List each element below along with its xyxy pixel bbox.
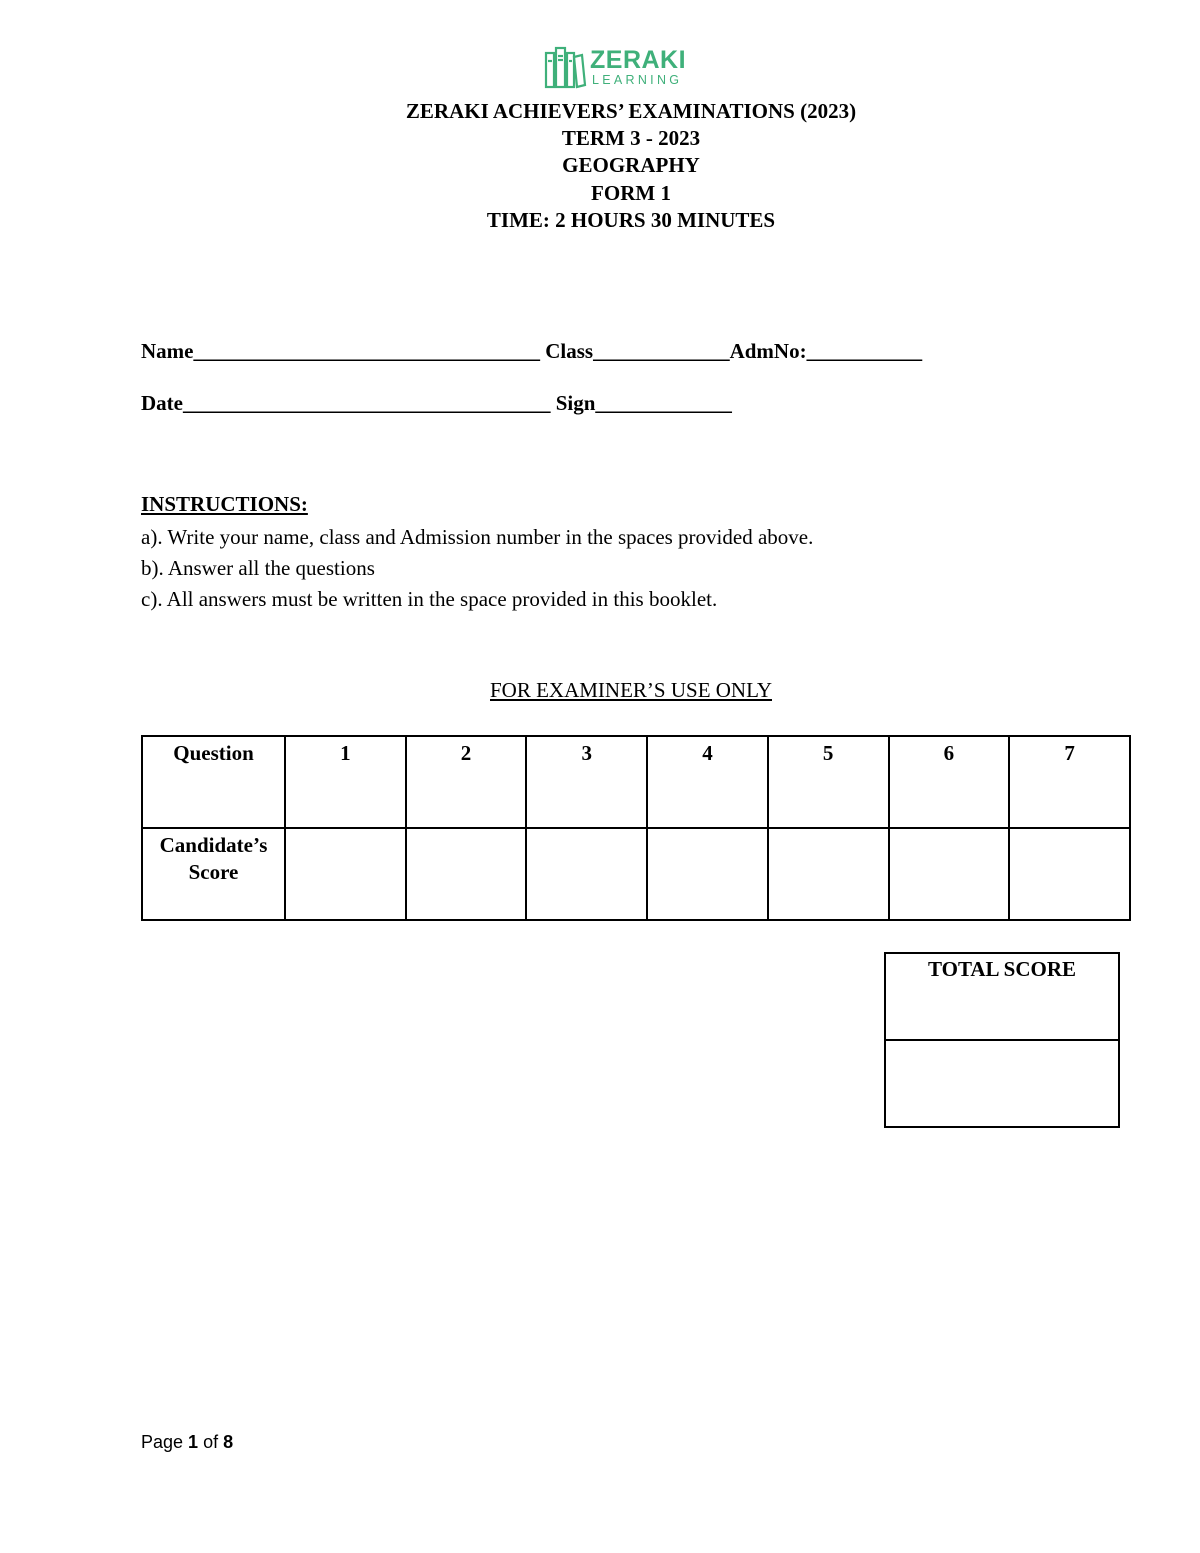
zeraki-logo [543,45,703,91]
question-number: 7 [1009,736,1130,828]
score-cell[interactable] [526,828,647,920]
name-class-admno-fields [141,339,922,364]
exam-term: TERM 3 - 2023 [561,126,701,151]
exam-time: TIME: 2 HOURS 30 MINUTES [486,207,776,232]
question-number: 2 [406,736,527,828]
instruction-item: c). All answers must be written in the space provided in this booklet. [141,587,718,611]
page-footer [141,1432,233,1453]
instructions-title: INSTRUCTIONS: [141,492,308,516]
question-number: 1 [285,736,406,828]
score-header: Candidate’s Score [142,828,285,920]
exam-subject: GEOGRAPHY [562,153,700,178]
question-number: 4 [647,736,768,828]
score-cell[interactable] [406,828,527,920]
page-of: of [198,1432,224,1452]
total-score-cell[interactable] [885,1040,1119,1127]
score-cell[interactable] [647,828,768,920]
instruction-item: a). Write your name, class and Admission number in the spaces provided above. [141,525,814,549]
books-icon [543,45,587,91]
examiner-section-title: FOR EXAMINER’S USE ONLY [490,678,772,702]
exam-header [0,98,1200,234]
score-row [142,828,1130,920]
date-sign-text: Date___________________________________ Sign_____________ [141,391,732,415]
total-score-label: TOTAL SCORE [885,953,1119,1040]
score-cell[interactable] [768,828,889,920]
question-number: 3 [526,736,647,828]
page-total: 8 [223,1432,234,1452]
logo-subtitle: LEARNING [592,73,683,87]
exam-form: FORM 1 [591,180,671,205]
logo-wordmark: ZERAKI [590,46,687,74]
question-number: 5 [768,736,889,828]
question-row [142,736,1130,828]
examiner-score-table [141,735,1131,921]
score-cell[interactable] [889,828,1010,920]
name-class-admno-text: Name_________________________________ Class_____________AdmNo:___________ [141,339,923,363]
total-score-box [884,952,1120,1128]
score-cell[interactable] [285,828,406,920]
instructions-list [141,522,813,615]
page-current: 1 [188,1432,199,1452]
question-number: 6 [889,736,1010,828]
date-sign-fields [141,391,732,416]
exam-title: ZERAKI ACHIEVERS’ EXAMINATIONS (2023) [405,99,857,123]
instruction-item: b). Answer all the questions [141,556,375,580]
question-header: Question [142,736,285,828]
page-prefix: Page [141,1432,189,1452]
score-cell[interactable] [1009,828,1130,920]
